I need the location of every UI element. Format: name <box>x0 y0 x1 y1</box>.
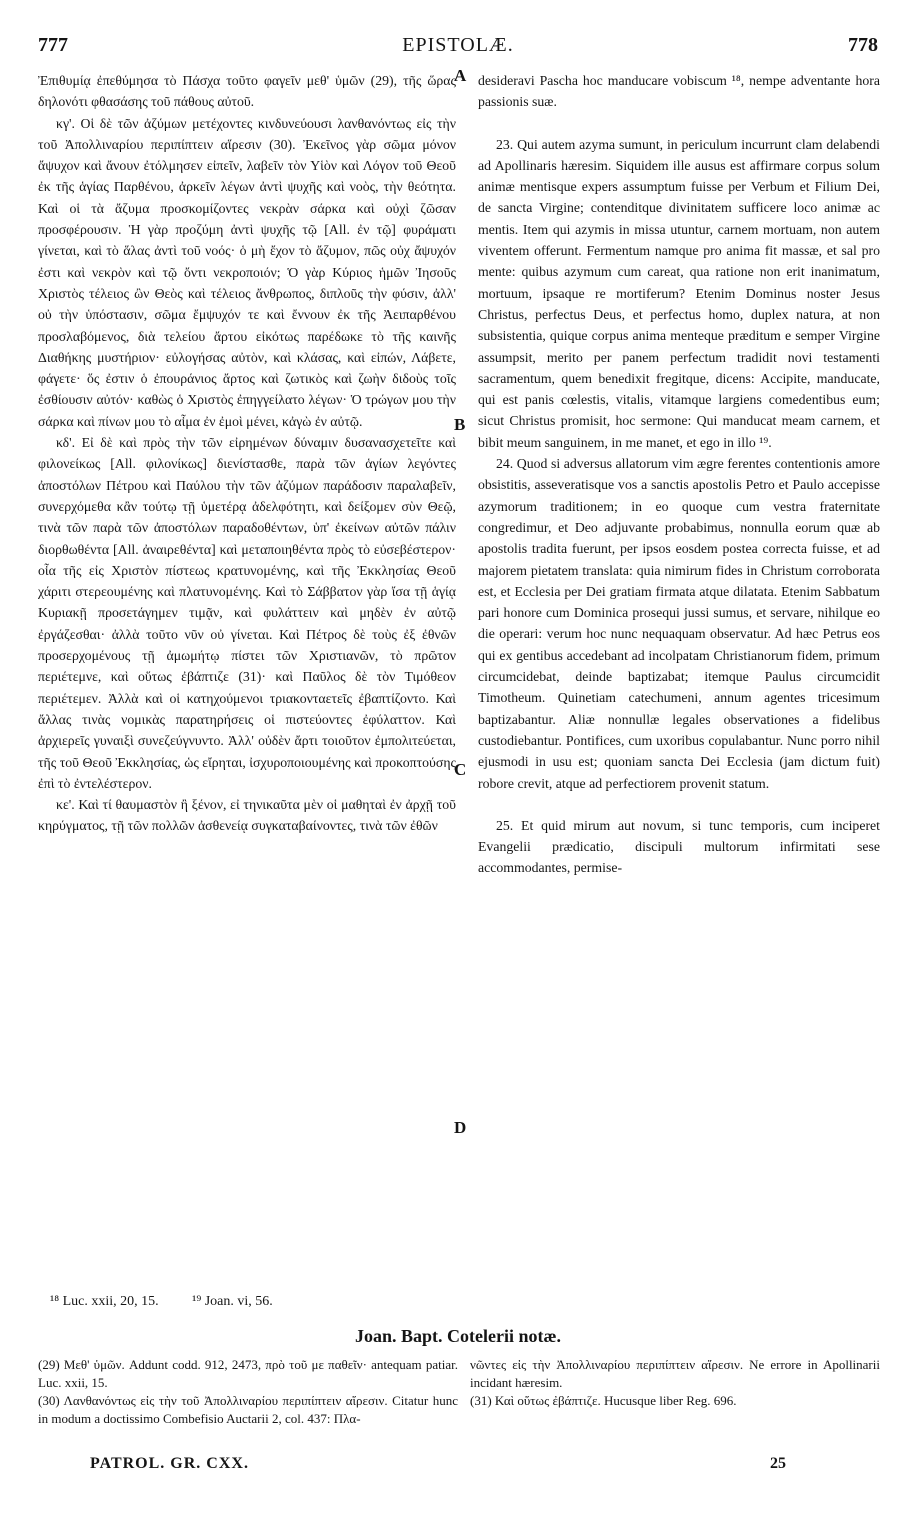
margin-mark-a: A <box>454 66 467 85</box>
page-number-left: 777 <box>38 34 68 56</box>
running-header <box>38 34 878 62</box>
scripture-footnotes <box>50 1294 303 1310</box>
greek-paragraph: κδ'. Εἰ δὲ καὶ πρὸς τὴν τῶν εἰρημένων δύναμιν δυσανασχετεῖτε καὶ φιλονείκως [All. φιλονίκως] διενίστασθε, παρὰ τῶν ἁγίων λεγόντες ἀποστόλων Πέτρου καὶ Παύλου τὴν τῶν ἀζύμων παράδοσιν παραλαβεῖν, συνερχόμεθα κἂν τούτῳ τῇ ὑμετέρᾳ ἀδελφότητι, καὶ δείξομεν σὺν Θεῷ, τινὰ τῶν παρὰ τῶν ἀποστόλων παραδοθέντων, ὑπ' ἐκείνων αὐτῶν πάλιν διορθωθέντα [All. ἀναιρεθέντα] καὶ μεταποιηθέντα πρὸς τὸ εὐσεβέστερον· οἷα τῆς εἰς Χριστὸν πίστεως κρατυνομένης, καὶ τῆς Ἐκκλησίας Θεοῦ χάριτι στερεουμένης καὶ πλατυνομένης. Καὶ τὸ Σάββατον γὰρ ἴσα τῇ ἁγίᾳ Κυριακῇ προσετάγημεν τιμᾷν, καὶ φυλάττειν καὶ μηδὲν ἐν αὐτῷ ἐργάζεσθαι· ἀλλὰ τοῦτο νῦν οὐ γίνεται. Καὶ Πέτρος δὲ τοὺς ἐξ ἐθνῶν προσερχομένους τῇ ἀμωμήτῳ πίστει τῶν Χριστιανῶν, τὸ πρῶτον περιέτεμνε, καὶ οὕτως ἐβάπτιζε (31)· καὶ Παῦλος δὲ τὸν Τιμόθεον περιέτεμεν. Ἀλλὰ καὶ οἱ κατηχούμενοι τριακονταετεῖς ἐβαπτίζοντο. Καὶ ἄλλας τινὰς νομικὰς παρατηρήσεις οἱ πιστεύοντες ἐφύλαττον. Καὶ ἀρχιερεῖς γυναιξὶ συνεζεύγνυντο. Ἀλλ' οὐδὲν ἄρτι τοιοῦτον ἐμπολιτεύεται, τῆς τοῦ Θεοῦ Ἐκκλησίας, ὡς εἴρηται, ἰσχυροποιουμένης καὶ προκοπτούσης ἐπὶ τὸ ἐντελέστερον. <box>38 435 456 791</box>
margin-mark-b: B <box>454 415 466 434</box>
greek-column <box>38 70 456 837</box>
running-title: EPISTOLÆ. <box>402 34 514 56</box>
volume-source: PATROL. GR. CXX. <box>90 1455 249 1472</box>
margin-mark-d: D <box>454 1118 467 1137</box>
margin-mark-c: C <box>454 760 467 779</box>
latin-paragraph: 25. Et quid mirum aut novum, si tunc temporis, cum inciperet Evangelii prædicatio, discipuli multorum infirmitati sese accommodantes, permise- <box>478 817 880 876</box>
latin-paragraph: 24. Quod si adversus allatorum vim ægre ferentes contentionis amore obsistitis, asseveratisque vos a sanctis apostolis Petro et Paulo accepisse azymorum traditionem; in eo quoque cum vestra fraternitate congredimur, et Deo adjuvante probabimus, nonnulla eorum quæ ab apostolis tradita fuerunt, per ipsos eosdem postea correcta fuisse, et ad majorem pietatem translata: quia nimirum fides in Christum corroborata est, et Ecclesia per Dei gratiam firmata atque dilatata. Etenim Sabbatum pari honore cum Dominica prosequi jussi sumus, et servare, nihilque eo die operari: verum hoc nunc nequaquam observatur. Ad hæc Petrus eos qui ex gentibus accedebant ad incolpatam Christianorum fidem, primum circumcidebat, deinde baptizabat; itemque Paulus circumcidit Timotheum. Quinetiam catechumeni, annum agentes tricesimum baptizabantur. Aliæ nonnullæ legales observationes a fidelibus custodiebantur. Pontifices, cum uxoribus copulabantur. Nunc porro nihil ejusmodi in usu est; quoniam sancta Dei Ecclesia (jam dictum fuit) robore crevit, atque ad perfectiorem provenit statum. <box>478 456 880 791</box>
page-number-right: 778 <box>848 34 878 56</box>
greek-paragraph: κγ'. Οἱ δὲ τῶν ἀζύμων μετέχοντες κινδυνεύουσι λανθανόντως εἰς τὴν τοῦ Ἀπολλιναρίου περιπίπτειν αἵρεσιν (30). Ἐκεῖνος γὰρ σῶμα μόνον ἄψυχον καὶ ἄνουν ἐτόλμησεν εἰπεῖν, λαβεῖν τὸν Υἱὸν καὶ Λόγον τοῦ Θεοῦ ἐκ τῆς ἁγίας Παρθένου, ἀρκεῖν λέγων ἀντὶ ψυχῆς καὶ νοὸς, τὴν θεότητα. Καὶ οἱ τὰ ἄζυμα προσκομίζοντες νεκρὰν σάρκα καὶ οὐχὶ ζῶσαν προσφέρουσιν. Ἡ γὰρ προζύμη ἀντὶ ψυχῆς τῷ [All. ἐν τῷ] φυράματι γίνεται, καὶ τὸ ἅλας ἀντὶ τοῦ νοός· ὁ μὴ ἔχον τὸ ἄζυμον, πῶς οὐχ ἄψυχόν ἐστι καὶ νεκρὸν καὶ τῷ ὄντι νεκροποιόν; Ὁ γὰρ Κύριος ἡμῶν Ἰησοῦς Χριστὸς τέλειος ὢν Θεὸς καὶ τέλειος ἄνθρωπος, διπλοῦς τὴν φύσιν, ἀλλ' οὐ τὴν ὑπόστασιν, σῶμα ἔμψυχόν τε καὶ ἔννουν ἐκ τῆς Ἀειπαρθένου προσλαβόμενος, διὰ τελείου ἄρτου εἰκότως παρέδωκε τὸ τῆς καινῆς Διαθήκης μυστήριον· εὐλογήσας αὐτὸν, καὶ κλάσας, καὶ εἰπών, Λάβετε, φάγετε· ὅς ἐστιν ὁ ἐπουράνιος ἄρτος καὶ ζωτικὸς καὶ ζωὴν διδοὺς τοῖς ἐσθίουσιν αὐτόν· καθὼς ὁ Χριστὸς ἐπηγγείλατο λέγων· Ὁ τρώγων μου τὴν σάρκα καὶ πίνων μου τὸ αἷμα ἐν ἐμοὶ μένει, κἀγὼ ἐν αὐτῷ. <box>38 115 456 429</box>
signature-mark: 25 <box>770 1455 786 1472</box>
greek-paragraph: κε'. Καὶ τί θαυμαστὸν ἢ ξένον, εἰ τηνικαῦτα μὲν οἱ μαθηταὶ ἐν ἀρχῇ τοῦ κηρύγματος, τῇ τῶν πολλῶν ἀσθενείᾳ συγκαταβαίνοντες, τινὰ τῶν ἐθῶν <box>38 797 456 834</box>
note-entry: νῶντες εἰς τὴν Ἀπολλιναρίου περιπίπτειν αἵρεσιν. Ne errore in Apollinarii incidant hæresim. <box>470 1357 880 1390</box>
footnote-ref: ¹⁸ Luc. xxii, 20, 15. <box>50 1294 159 1309</box>
note-entry: (29) Μεθ' ὑμῶν. Addunt codd. 912, 2473, πρὸ τοῦ με παθεῖν· antequam patiar. Luc. xxii, 15. <box>38 1357 458 1390</box>
greek-paragraph: Ἐπιθυμίᾳ ἐπεθύμησα τὸ Πάσχα τοῦτο φαγεῖν μεθ' ὑμῶν (29), τῆς ὥρας δηλονότι φθασάσης τοῦ πάθους αὐτοῦ. <box>38 73 456 110</box>
latin-paragraph: desideravi Pascha hoc manducare vobiscum ¹⁸, nempe adventante hora passionis suæ. <box>478 73 880 110</box>
footnote-ref: ¹⁹ Joan. vi, 56. <box>192 1294 273 1309</box>
note-entry: (31) Καὶ οὕτως ἐβάπτιζε. Hucusque liber Reg. 696. <box>470 1393 737 1408</box>
latin-column <box>478 70 880 879</box>
latin-paragraph: 23. Qui autem azyma sumunt, in periculum incurrunt clam delabendi ad Apollinaris hæresim. Siquidem ille ausus est affirmare corpus solum animæ mentisque expers assumptum fuisse per Verbum et Filium Dei, de sancta Virgine; contenditque divinitatem sufficere loco animæ ac mentis. Item qui azymis in missa utuntur, carnem mortuam, non autem viventem offerunt. Fermentum namque pro anima fit massæ, et sal pro mente: quibus azymum cum careat, qua ratione non erit inanimatum, mortuum, ipsaque re mortiferum? Etenim Dominus noster Jesus Christus, perfectus Deus, et perfectus homo, duplex natura, at non subsistentia, quique corpus anima menteque præditum e semper Virgine assumpsit, merito per panem perfectum tradidit novi testamenti sacramentum, quem benedixit fregitque, dicens: Accipite, manducate, qui est panis cœlestis, vitalis, vitamque largiens comedentibus eum; sicut Christus promisit, hoc sermone: Qui manducat meam carnem, et bibit meum sanguinem, in me manet, et ego in illo ¹⁹. <box>478 136 880 450</box>
note-entry: (30) Λανθανόντως εἰς τὴν τοῦ Ἀπολλιναρίου περιπίπτειν αἵρεσιν. Citatur hunc in modum a doctissimo Combefisio Auctarii 2, col. 437: Πλα- <box>38 1393 458 1426</box>
notes-left-column <box>38 1356 458 1428</box>
notes-heading: Joan. Bapt. Cotelerii notæ. <box>355 1326 561 1346</box>
notes-right-column <box>470 1356 880 1410</box>
